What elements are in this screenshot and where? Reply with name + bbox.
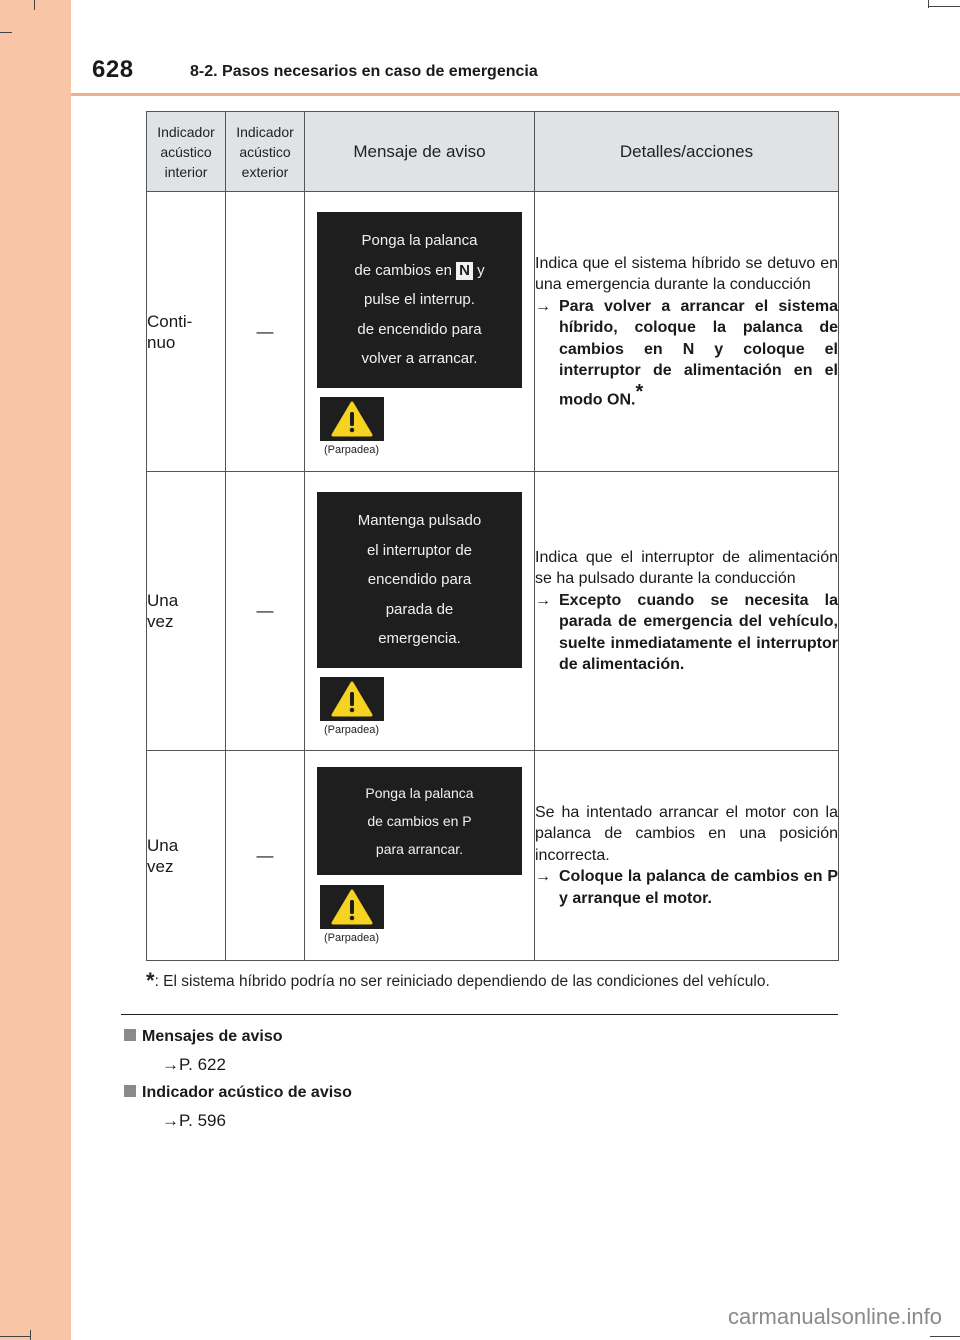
footnote-mark: * [635, 380, 644, 403]
detail-action: → Para volver a arrancar el sistema híbrido, coloque la palanca de cambios en N y coloque el interruptor de alimentación en el modo ON.* [535, 296, 838, 411]
warning-triangle-icon [320, 677, 384, 721]
warning-triangle-icon [320, 885, 384, 929]
table-row [147, 472, 839, 751]
warning-message-cell [305, 192, 535, 472]
details-cell [535, 472, 839, 751]
warning-message-cell [305, 751, 535, 961]
detail-intro: Indica que el sistema híbrido se detuvo en una emergencia durante la conducción [535, 254, 838, 294]
n-key-box: N [456, 262, 473, 280]
ref-page-link[interactable]: →P. 596 [162, 1111, 226, 1130]
footnote-star: * [146, 968, 155, 993]
exterior-buzzer-cell: — [226, 751, 305, 961]
separator-rule [121, 1014, 838, 1015]
col-header-details: Detalles/acciones [535, 112, 839, 192]
details-cell [535, 192, 839, 472]
table-header-row [147, 112, 839, 192]
warning-table [146, 111, 839, 961]
interior-buzzer-cell: Una vez [147, 751, 226, 961]
page-number: 628 [92, 56, 134, 83]
crop-mark [34, 0, 35, 10]
crop-mark [30, 1330, 31, 1340]
crop-mark [0, 1336, 30, 1337]
col-header-message: Mensaje de aviso [305, 112, 535, 192]
exterior-buzzer-cell: — [226, 472, 305, 751]
table-row [147, 192, 839, 472]
ref-title-warning-messages: Mensajes de aviso [124, 1028, 283, 1046]
crop-mark [0, 32, 12, 33]
footnote-text: : El sistema híbrido podría no ser reiniciado dependiendo de las condiciones del vehículo. [154, 973, 770, 990]
display-screen: Mantenga pulsado el interruptor de encendido para parada de emergencia. [317, 492, 522, 668]
blink-label: (Parpadea) [324, 444, 380, 456]
detail-action: → Excepto cuando se necesita la parada de emergencia del vehículo, suelte inmediatamente el interruptor de alimentación. [535, 590, 838, 676]
exterior-buzzer-cell: — [226, 192, 305, 472]
warning-message-cell [305, 472, 535, 751]
ref-title-warning-buzzer: Indicador acústico de aviso [124, 1084, 352, 1102]
side-color-strip [0, 0, 71, 1340]
arrow-icon: → [535, 297, 551, 315]
table-row [147, 751, 839, 961]
watermark: carmanualsonline.info [727, 1304, 942, 1329]
warning-triangle-icon [320, 397, 384, 441]
details-cell [535, 751, 839, 961]
detail-action: → Coloque la palanca de cambios en P y arranque el motor. [535, 866, 838, 909]
col-header-interior: Indicador acústico interior [147, 112, 226, 192]
display-screen: Ponga la palanca de cambios en N y pulse el interrup. de encendido para volver a arrancar. [317, 212, 522, 388]
display-screen: Ponga la palanca de cambios en P para arrancar. [317, 767, 522, 875]
square-bullet-icon [124, 1085, 136, 1097]
blink-label: (Parpadea) [324, 724, 380, 736]
header-rule [71, 93, 960, 96]
footnote [146, 968, 770, 994]
blink-label: (Parpadea) [324, 932, 380, 944]
interior-buzzer-cell: Conti- nuo [147, 192, 226, 472]
arrow-icon: → [535, 591, 551, 609]
col-header-exterior: Indicador acústico exterior [226, 112, 305, 192]
section-title: 8-2. Pasos necesarios en caso de emergencia [190, 63, 538, 80]
crop-mark [928, 6, 960, 7]
detail-intro: Indica que el interruptor de alimentación se ha pulsado durante la conducción [535, 548, 838, 587]
detail-intro: Se ha intentado arrancar el motor con la palanca de cambios en una posición incorrecta. [535, 803, 838, 864]
arrow-icon: → [535, 868, 551, 886]
crop-mark [930, 1336, 960, 1337]
square-bullet-icon [124, 1029, 136, 1041]
ref-page-link[interactable]: →P. 622 [162, 1055, 226, 1074]
interior-buzzer-cell: Una vez [147, 472, 226, 751]
